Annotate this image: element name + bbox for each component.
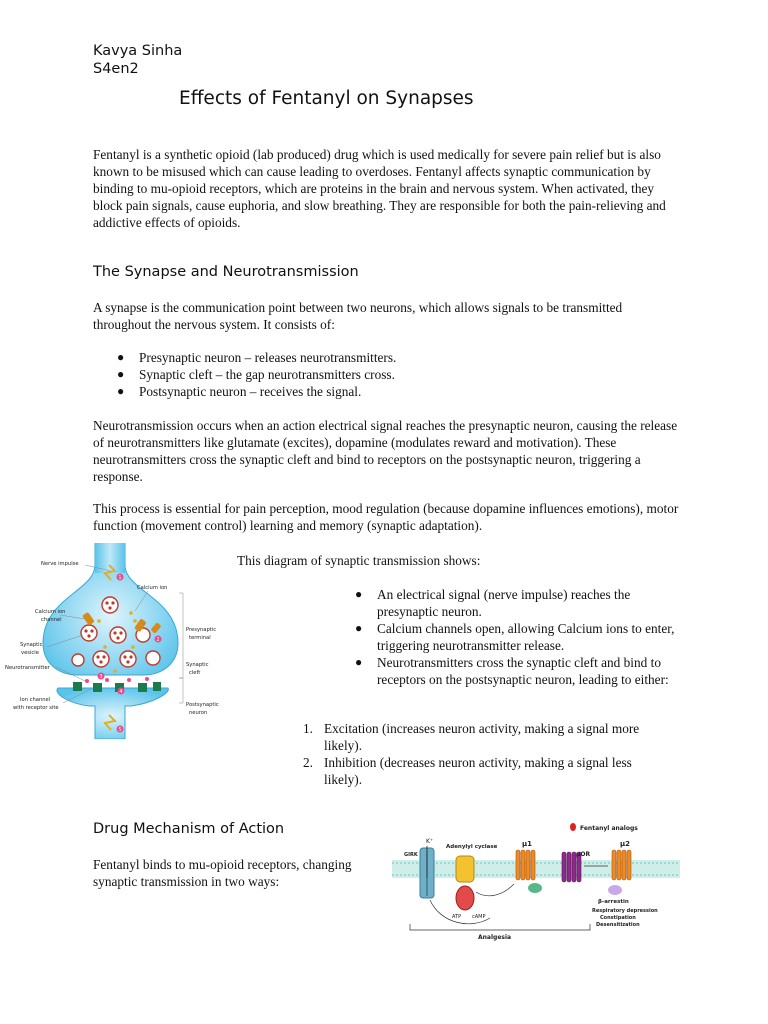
label-synaptic-cleft-2: cleft <box>189 670 201 676</box>
label-presynaptic-1: Presynaptic <box>186 627 217 633</box>
label-nerve-impulse: Nerve impulse <box>41 561 79 567</box>
list-item: ● Synaptic cleft – the gap neurotransmitters cross. <box>117 367 395 382</box>
list-item: ● Neurotransmitters cross the synaptic cleft and bind to receptors on the postsynaptic neuron, leading to either: <box>355 655 669 687</box>
label-mu2: μ2 <box>620 840 631 848</box>
intro-paragraph: Fentanyl is a synthetic opioid (lab produced) drug which is used medically for severe pain relief but is also known to be misused which can cause leading to overdoses. Fentanyl affects synaptic communication by binding to mu-opioid receptors, which are proteins in the brain and nervous system. When activated, they block pain signals, cause euphoria, and slow breathing. They are responsible for both the pain-relieving and addictive effects of opioids. <box>93 147 666 230</box>
label-presynaptic-2: terminal <box>189 635 211 641</box>
label-camp: cAMP <box>472 914 486 920</box>
label-postsynaptic-1: Postsynaptic <box>186 702 219 708</box>
step-label-3: 3 <box>99 674 103 680</box>
step-label-2: 2 <box>156 637 160 643</box>
adenylyl-cyclase <box>456 856 474 882</box>
label-calcium-channel-2: channel <box>41 617 62 623</box>
bullet-icon: ● <box>117 367 125 381</box>
label-neurotransmitter: Neurotransmitter <box>5 665 50 671</box>
author-name: Kavya Sinha <box>93 43 183 59</box>
bullet-icon: ● <box>117 384 125 398</box>
beta-arrestin-shape <box>608 885 622 895</box>
neurotransmission-paragraph: Neurotransmission occurs when an action electrical signal reaches the presynaptic neuron, causing the release of neurotransmitters like glutamate (excites), dopamine (modulates reward and motivation). These neurotransmitters cross the synaptic cleft and bind to receptors on the postsynaptic neuron, triggering a response. <box>93 418 678 484</box>
step-label-1: 1 <box>118 575 122 581</box>
fentanyl-molecule <box>570 823 576 831</box>
process-paragraph: This process is essential for pain perception, mood regulation (because dopamine influences emotions), motor function (movement control) learning and memory (synaptic adaptation). <box>93 501 679 533</box>
section-heading-synapse: The Synapse and Neurotransmission <box>93 264 359 280</box>
neurotransmitter-molecules <box>85 677 149 683</box>
mechanism-lead: Fentanyl binds to mu-opioid receptors, changing synaptic transmission in two ways: <box>93 857 352 889</box>
label-atp: ATP <box>452 914 462 920</box>
label-postsynaptic-2: neuron <box>189 710 208 716</box>
label-synaptic-vesicle-2: vesicle <box>21 650 39 656</box>
step-label-4: 4 <box>119 689 123 695</box>
section-heading-mechanism: Drug Mechanism of Action <box>93 821 285 837</box>
label-synaptic-cleft-1: Synaptic <box>186 662 209 668</box>
bullet-icon: ● <box>355 655 363 669</box>
list-item: 1. Excitation (increases neuron activity, making a signal more likely). <box>303 721 640 753</box>
label-calcium-ion: Calcium ion <box>137 585 168 591</box>
label-calcium-channel-1: Calcium ion <box>35 609 66 615</box>
list-item: ● An electrical signal (nerve impulse) reaches the presynaptic neuron. <box>355 587 631 619</box>
diagram-numbered-list <box>303 720 664 788</box>
postsynaptic-neuron-shape <box>57 688 168 739</box>
list-item: 2. Inhibition (decreases neuron activity, making a signal less likely). <box>303 755 632 787</box>
bullet-icon: ● <box>355 587 363 601</box>
bullet-icon: ● <box>355 621 363 635</box>
label-respiratory-depression: Respiratory depression <box>592 908 658 914</box>
label-girk: GIRK <box>404 852 418 858</box>
diagram-lead: This diagram of synaptic transmission shows: <box>237 553 481 568</box>
label-fentanyl-analogs: Fentanyl analogs <box>580 825 638 832</box>
label-adenylyl-cyclase: Adenylyl cyclase <box>446 844 498 850</box>
class-code: S4en2 <box>93 61 139 77</box>
label-beta-arrestin: β-arrestin <box>598 899 629 905</box>
adenylyl-cyclase-body <box>456 886 474 910</box>
label-muor: μOR <box>576 851 591 858</box>
fentanyl-mechanism-diagram <box>390 818 690 943</box>
step-label-5: 5 <box>118 727 122 733</box>
label-k-plus: K⁺ <box>426 838 434 845</box>
label-mu1: μ1 <box>522 840 533 848</box>
synapse-parts-list <box>117 349 659 400</box>
label-analgesia: Analgesia <box>478 934 512 941</box>
label-constipation: Constipation <box>600 915 636 921</box>
label-desensitization: Desensitization <box>596 922 640 928</box>
list-item: ● Postsynaptic neuron – receives the signal. <box>117 384 362 399</box>
synapse-lead-paragraph: A synapse is the communication point between two neurons, which allows signals to be transmitted throughout the nervous system. It consists of: <box>93 300 623 332</box>
list-item: ● Presynaptic neuron – releases neurotransmitters. <box>117 350 397 365</box>
list-item: ● Calcium channels open, allowing Calcium ions to enter, triggering neurotransmitter release. <box>355 621 675 653</box>
page-title: Effects of Fentanyl on Synapses <box>179 88 474 109</box>
g-protein <box>528 883 542 893</box>
label-ion-channel-2: with receptor site <box>13 705 59 711</box>
label-ion-channel-1: Ion channel <box>20 697 51 703</box>
bullet-icon: ● <box>117 350 125 364</box>
label-synaptic-vesicle-1: Synaptic <box>20 642 43 648</box>
synapse-diagram <box>3 543 228 739</box>
diagram-bullets <box>355 586 677 688</box>
